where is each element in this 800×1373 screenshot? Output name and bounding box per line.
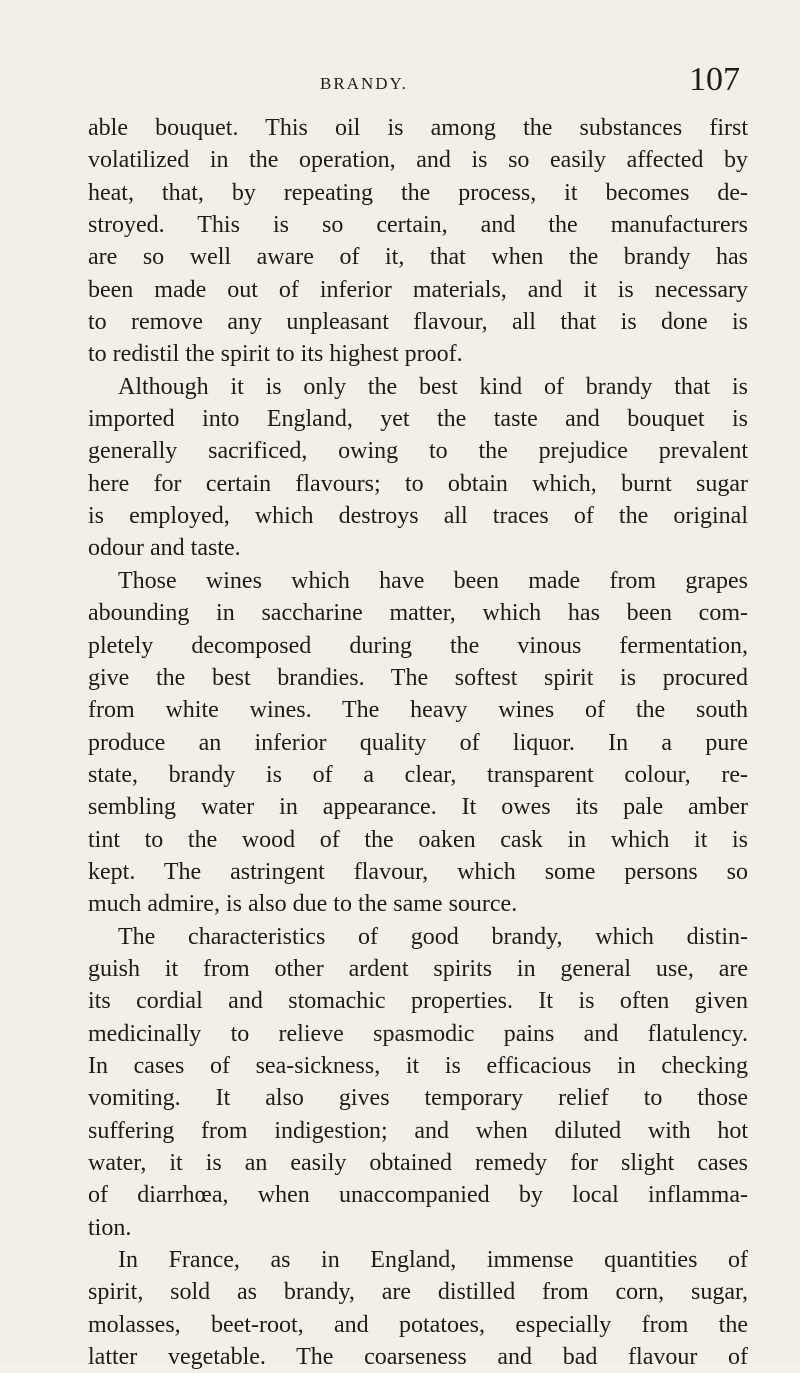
text-line: tion. <box>88 1214 132 1241</box>
text-line: of diarrhœa, when unaccompanied by local inflamma- <box>88 1182 748 1209</box>
text-line: its cordial and stomachic properties. It is often given <box>88 988 748 1015</box>
text-line: In cases of sea-sickness, it is efficacious in checking <box>88 1052 748 1079</box>
text-line: sembling water in appearance. It owes its pale amber <box>88 794 748 821</box>
running-title: BRANDY. <box>320 74 408 93</box>
text-line: water, it is an easily obtained remedy for slight cases <box>88 1150 748 1176</box>
text-line: state, brandy is of a clear, transparent colour, re- <box>88 761 748 788</box>
text-line: able bouquet. This oil is among the substances first <box>88 115 748 141</box>
text-line: volatilized in the operation, and is so easily affected by <box>88 147 748 174</box>
body-text <box>88 112 748 1373</box>
text-line: abounding in saccharine matter, which has been com- <box>88 600 748 627</box>
text-line: spirit, sold as brandy, are distilled from corn, sugar, <box>88 1279 748 1306</box>
text-line: stroyed. This is so certain, and the manufacturers <box>88 212 748 239</box>
paragraph-start-line: Although it is only the best kind of brandy that is <box>118 373 748 400</box>
text-line: generally sacrificed, owing to the prejudice prevalent <box>88 438 748 465</box>
text-line: tint to the wood of the oaken cask in which it is <box>88 826 748 853</box>
text-line: much admire, is also due to the same source. <box>88 891 518 918</box>
text-line: are so well aware of it, that when the brandy has <box>88 244 748 271</box>
text-line: suffering from indigestion; and when diluted with hot <box>88 1117 748 1144</box>
text-line: latter vegetable. The coarseness and bad flavour of <box>88 1344 748 1371</box>
text-line: to redistil the spirit to its highest proof. <box>88 341 463 368</box>
text-line: molasses, beet-root, and potatoes, especially from the <box>88 1311 748 1338</box>
paragraph-start-line: Those wines which have been made from grapes <box>118 567 748 594</box>
text-line: heat, that, by repeating the process, it becomes de- <box>88 179 748 206</box>
text-line: been made out of inferior materials, and it is necessary <box>88 276 748 303</box>
page-number: 107 <box>689 61 740 98</box>
text-line: produce an inferior quality of liquor. In a pure <box>88 729 748 756</box>
text-line: pletely decomposed during the vinous fermentation, <box>88 632 748 659</box>
text-line: here for certain flavours; to obtain which, burnt sugar <box>88 470 748 497</box>
paragraph-start-line: In France, as in England, immense quantities of <box>118 1247 748 1274</box>
running-head <box>70 60 740 100</box>
text-line: odour and taste. <box>88 535 241 562</box>
text-line: imported into England, yet the taste and bouquet is <box>88 406 748 433</box>
text-line: medicinally to relieve spasmodic pains and flatulency. <box>88 1020 748 1047</box>
text-line: kept. The astringent flavour, which some persons so <box>88 858 748 885</box>
text-line: from white wines. The heavy wines of the south <box>88 697 748 724</box>
text-line: vomiting. It also gives temporary relief to those <box>88 1085 748 1112</box>
text-line: is employed, which destroys all traces of the original <box>88 503 748 530</box>
text-line: give the best brandies. The softest spirit is procured <box>88 664 748 691</box>
text-line: to remove any unpleasant flavour, all that is done is <box>88 309 748 336</box>
text-line: guish it from other ardent spirits in general use, are <box>88 955 748 982</box>
paragraph-start-line: The characteristics of good brandy, which distin- <box>118 923 748 950</box>
